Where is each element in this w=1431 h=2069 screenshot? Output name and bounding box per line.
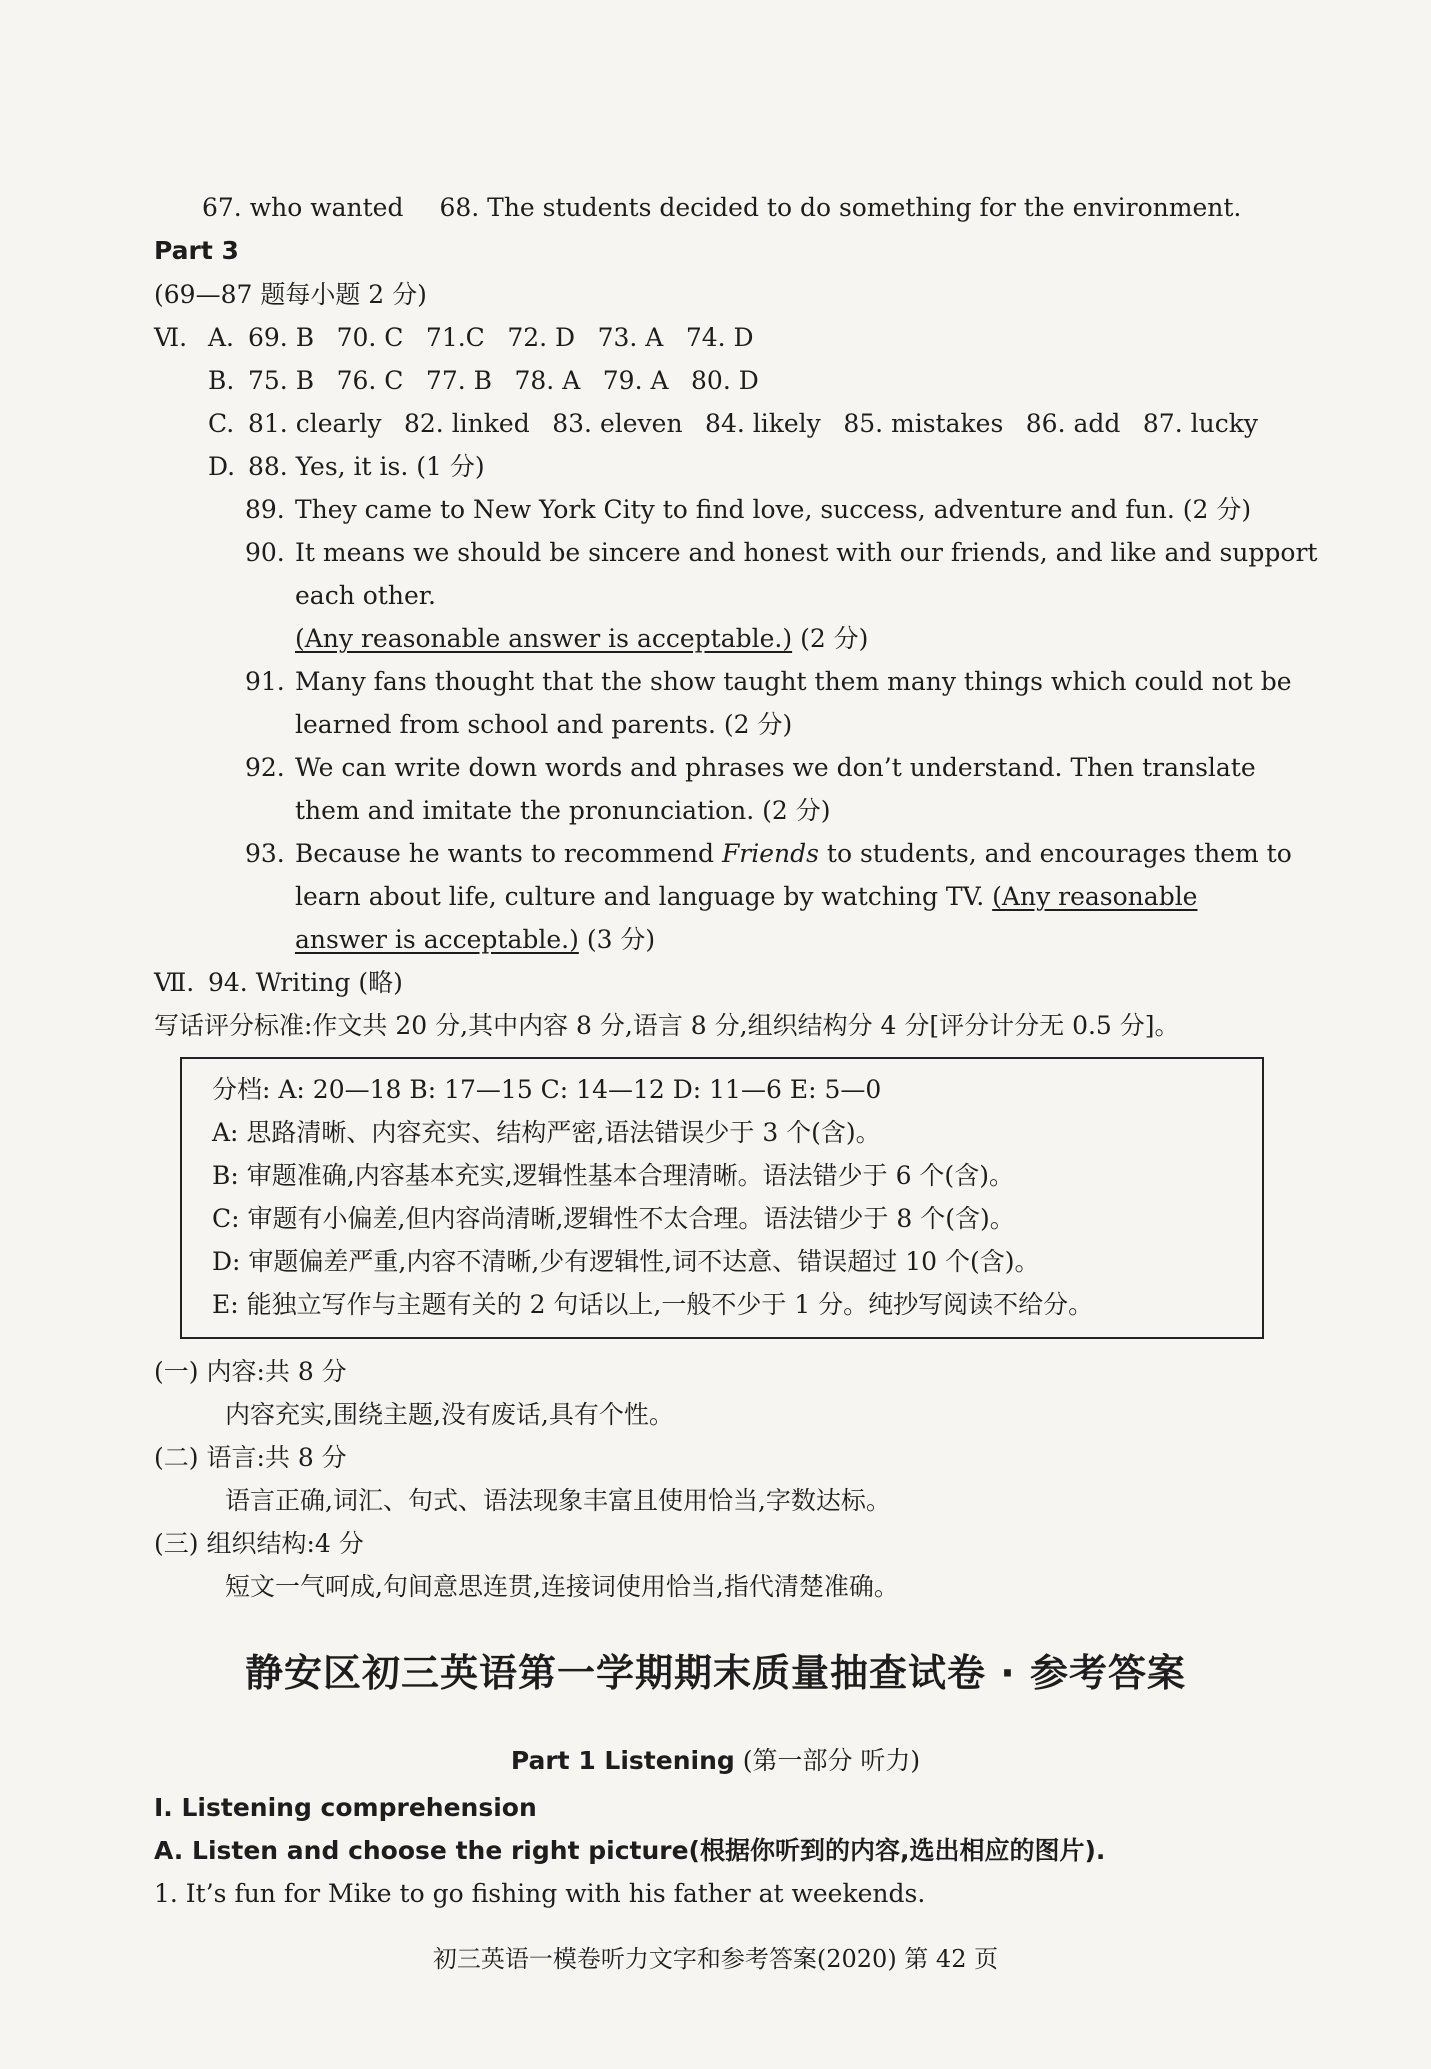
accept-note: (Any reasonable answer is acceptable.) bbox=[295, 624, 793, 653]
answer-67: 67. who wanted bbox=[202, 193, 404, 222]
answer-90 bbox=[245, 536, 1317, 570]
criteria-language-desc: 语言正确,词汇、句式、语法现象丰富且使用恰当,字数达标。 bbox=[225, 1486, 891, 1515]
row-a-label: A. bbox=[208, 323, 235, 352]
row-d-label: D. bbox=[208, 452, 236, 481]
section6-row-c bbox=[208, 407, 1258, 441]
section-a-cn: (根据你听到的内容,选出相应的图片). bbox=[688, 1836, 1106, 1865]
writing-item: 94. Writing (略) bbox=[208, 968, 403, 997]
criteria-structure-heading: (三) 组织结构:4 分 bbox=[154, 1529, 364, 1558]
question-number: 91. bbox=[245, 667, 285, 696]
answer-text: Because he wants to recommend bbox=[295, 839, 714, 868]
accept-note: (Any reasonable bbox=[992, 882, 1198, 911]
criteria-language-heading: (二) 语言:共 8 分 bbox=[154, 1443, 347, 1472]
listening-comprehension-heading: Ⅰ. Listening comprehension bbox=[154, 1793, 537, 1822]
answer-item: 86. add bbox=[1025, 409, 1121, 438]
italic-title: Friends bbox=[721, 839, 819, 868]
answer-text: to students, and encourages them to bbox=[826, 839, 1292, 868]
criteria-content-desc: 内容充实,围绕主题,没有废话,具有个性。 bbox=[225, 1400, 674, 1429]
answer-item: 76. C bbox=[336, 366, 404, 395]
answer-item: 78. A bbox=[514, 366, 581, 395]
answer-88: 88. Yes, it is. (1 分) bbox=[248, 452, 485, 481]
answer-91 bbox=[245, 665, 1292, 699]
line-67-68 bbox=[202, 191, 1241, 225]
answer-item: 87. lucky bbox=[1142, 409, 1258, 438]
answer-93 bbox=[245, 837, 1292, 871]
answer-92 bbox=[245, 751, 1256, 785]
answer-item: 75. B bbox=[248, 366, 315, 395]
answer-90-line2: each other. bbox=[295, 581, 436, 610]
answer-item: 74. D bbox=[685, 323, 754, 352]
answer-item: 72. D bbox=[507, 323, 576, 352]
grade-b: B: 审题准确,内容基本充实,逻辑性基本合理清晰。语法错少于 6 个(含)。 bbox=[212, 1161, 1014, 1190]
answer-93-line3 bbox=[295, 923, 655, 957]
part1-en: Part 1 Listening bbox=[510, 1746, 735, 1775]
answer-91-line2: learned from school and parents. (2 分) bbox=[295, 710, 793, 739]
answer-item: 71.C bbox=[425, 323, 485, 352]
score: (2 分) bbox=[800, 624, 869, 653]
answer-text: learn about life, culture and language by watching TV. bbox=[295, 882, 985, 911]
answer-item: 80. D bbox=[691, 366, 759, 395]
answer-item: 79. A bbox=[602, 366, 669, 395]
section6-row-a bbox=[154, 321, 776, 355]
answer-item: 85. mistakes bbox=[843, 409, 1004, 438]
part3-heading: Part 3 bbox=[154, 236, 239, 265]
answer-text: They came to New York City to find love, success, adventure and fun. (2 分) bbox=[295, 495, 1252, 524]
answer-93-line2 bbox=[295, 880, 1197, 914]
criteria-content-heading: (一) 内容:共 8 分 bbox=[154, 1357, 347, 1386]
part3-scoring-note: (69—87 题每小题 2 分) bbox=[154, 280, 427, 309]
answer-text: We can write down words and phrases we don’t understand. Then translate bbox=[295, 753, 1256, 782]
answer-text: Many fans thought that the show taught them many things which could not be bbox=[295, 667, 1292, 696]
section7-line bbox=[154, 966, 403, 1000]
answer-item: 83. eleven bbox=[552, 409, 683, 438]
question-1: 1. It’s fun for Mike to go fishing with his father at weekends. bbox=[154, 1879, 926, 1908]
part1-cn: (第一部分 听力) bbox=[742, 1746, 921, 1775]
section7-marker: Ⅶ. bbox=[154, 968, 195, 997]
section-a-en: A. Listen and choose the right picture bbox=[154, 1836, 689, 1865]
criteria-intro: 写话评分标准:作文共 20 分,其中内容 8 分,语言 8 分,组织结构分 4 分[评分计分无 0.5 分]。 bbox=[154, 1011, 1180, 1040]
answer-item: 82. linked bbox=[403, 409, 530, 438]
row-c-label: C. bbox=[208, 409, 235, 438]
answer-text: It means we should be sincere and honest with our friends, and like and support bbox=[295, 538, 1318, 567]
question-number: 90. bbox=[245, 538, 285, 567]
part1-heading bbox=[0, 1744, 1431, 1778]
page-footer: 初三英语一模卷听力文字和参考答案(2020) 第 42 页 bbox=[432, 1945, 999, 1973]
section6-row-b bbox=[208, 364, 781, 398]
row-b-label: B. bbox=[208, 366, 235, 395]
section6-row-d bbox=[208, 450, 485, 484]
answer-item: 77. B bbox=[425, 366, 492, 395]
answer-item: 73. A bbox=[597, 323, 664, 352]
accept-note: answer is acceptable.) bbox=[295, 925, 579, 954]
answer-68: 68. The students decided to do something for the environment. bbox=[439, 193, 1242, 222]
grade-d: D: 审题偏差严重,内容不清晰,少有逻辑性,词不达意、错误超过 10 个(含)。 bbox=[212, 1247, 1040, 1276]
section-title: 静安区初三英语第一学期期末质量抽查试卷 · 参考答案 bbox=[245, 1651, 1186, 1695]
section-a-heading bbox=[154, 1834, 1105, 1868]
grading-bands: 分档: A: 20—18 B: 17—15 C: 14—12 D: 11—6 E: 5—0 bbox=[212, 1075, 882, 1104]
grade-a: A: 思路清晰、内容充实、结构严密,语法错误少于 3 个(含)。 bbox=[212, 1118, 881, 1147]
section6-marker: Ⅵ. bbox=[154, 323, 188, 352]
answer-item: 81. clearly bbox=[248, 409, 382, 438]
answer-item: 69. B bbox=[248, 323, 315, 352]
answer-item: 70. C bbox=[336, 323, 404, 352]
grade-c: C: 审题有小偏差,但内容尚清晰,逻辑性不太合理。语法错少于 8 个(含)。 bbox=[212, 1204, 1015, 1233]
score: (3 分) bbox=[586, 925, 656, 954]
criteria-structure-desc: 短文一气呵成,句间意思连贯,连接词使用恰当,指代清楚准确。 bbox=[225, 1572, 899, 1601]
answer-90-line3 bbox=[295, 622, 868, 656]
answer-item: 84. likely bbox=[705, 409, 821, 438]
grade-e: E: 能独立写作与主题有关的 2 句话以上,一般不少于 1 分。纯抄写阅读不给分。 bbox=[212, 1290, 1094, 1319]
answer-89 bbox=[245, 493, 1251, 527]
question-number: 93. bbox=[245, 839, 285, 868]
question-number: 92. bbox=[245, 753, 285, 782]
answer-92-line2: them and imitate the pronunciation. (2 分) bbox=[295, 796, 831, 825]
question-number: 89. bbox=[245, 495, 285, 524]
